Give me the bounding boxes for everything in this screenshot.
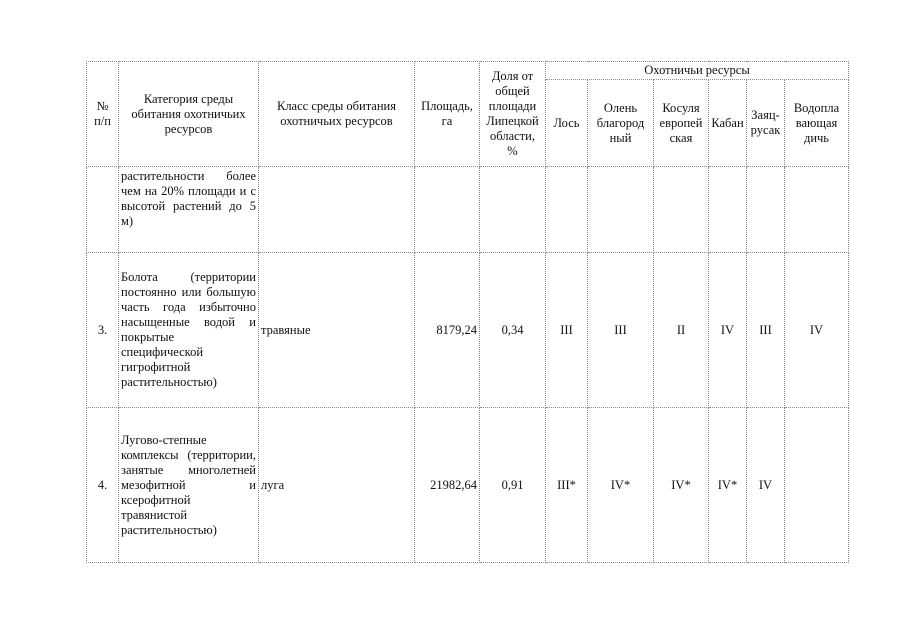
- row-value: IV*: [588, 408, 654, 563]
- row-value: [785, 408, 849, 563]
- header-num: № п/п: [87, 62, 119, 167]
- header-share: Доля от общей площади Липецкой области, %: [480, 62, 546, 167]
- row-class: травяные: [259, 253, 415, 408]
- row-num: 4.: [87, 408, 119, 563]
- row-value: [709, 167, 747, 253]
- header-species-boar: Кабан: [709, 80, 747, 167]
- header-species-moose: Лось: [546, 80, 588, 167]
- row-value: III: [747, 253, 785, 408]
- row-share: 0,91: [480, 408, 546, 563]
- header-species-roe-deer: Косуля европей ская: [654, 80, 709, 167]
- table-row: [87, 253, 849, 408]
- row-value: [785, 167, 849, 253]
- header-category: Категория среды обитания охотничьих ресурсов: [119, 62, 259, 167]
- row-value: IV: [747, 408, 785, 563]
- row-share: 0,34: [480, 253, 546, 408]
- row-value: [747, 167, 785, 253]
- row-class: луга: [259, 408, 415, 563]
- row-value: [588, 167, 654, 253]
- row-share: [480, 167, 546, 253]
- row-area: 8179,24: [415, 253, 480, 408]
- row-class: [259, 167, 415, 253]
- header-species-hare: Заяц- русак: [747, 80, 785, 167]
- header-species-waterfowl: Водопла вающая дичь: [785, 80, 849, 167]
- header-species-red-deer: Олень благород ный: [588, 80, 654, 167]
- row-value: IV*: [654, 408, 709, 563]
- row-num: 3.: [87, 253, 119, 408]
- row-value: II: [654, 253, 709, 408]
- row-value: IV*: [709, 408, 747, 563]
- row-value: IV: [785, 253, 849, 408]
- row-value: III: [546, 253, 588, 408]
- row-value: III*: [546, 408, 588, 563]
- row-category: Лугово-степные комплексы (территории, занятые многолетней мезофитной и ксерофитной травянистой растительностью): [119, 408, 259, 563]
- row-value: III: [588, 253, 654, 408]
- row-value: [654, 167, 709, 253]
- row-category: растительности более чем на 20% площади и с высотой растений до 5 м): [119, 167, 259, 253]
- hunting-resources-table: [86, 61, 849, 563]
- row-area: 21982,64: [415, 408, 480, 563]
- table-row: [87, 408, 849, 563]
- row-area: [415, 167, 480, 253]
- header-area: Площадь, га: [415, 62, 480, 167]
- row-value: IV: [709, 253, 747, 408]
- row-category: Болота (территории постоянно или большую часть года избыточно насыщенные водой и покрытые специфической гигрофитной растительностью): [119, 253, 259, 408]
- header-resources: Охотничьи ресурсы: [546, 62, 849, 80]
- header-class: Класс среды обитания охотничьих ресурсов: [259, 62, 415, 167]
- table-row: [87, 167, 849, 253]
- row-value: [546, 167, 588, 253]
- row-num: [87, 167, 119, 253]
